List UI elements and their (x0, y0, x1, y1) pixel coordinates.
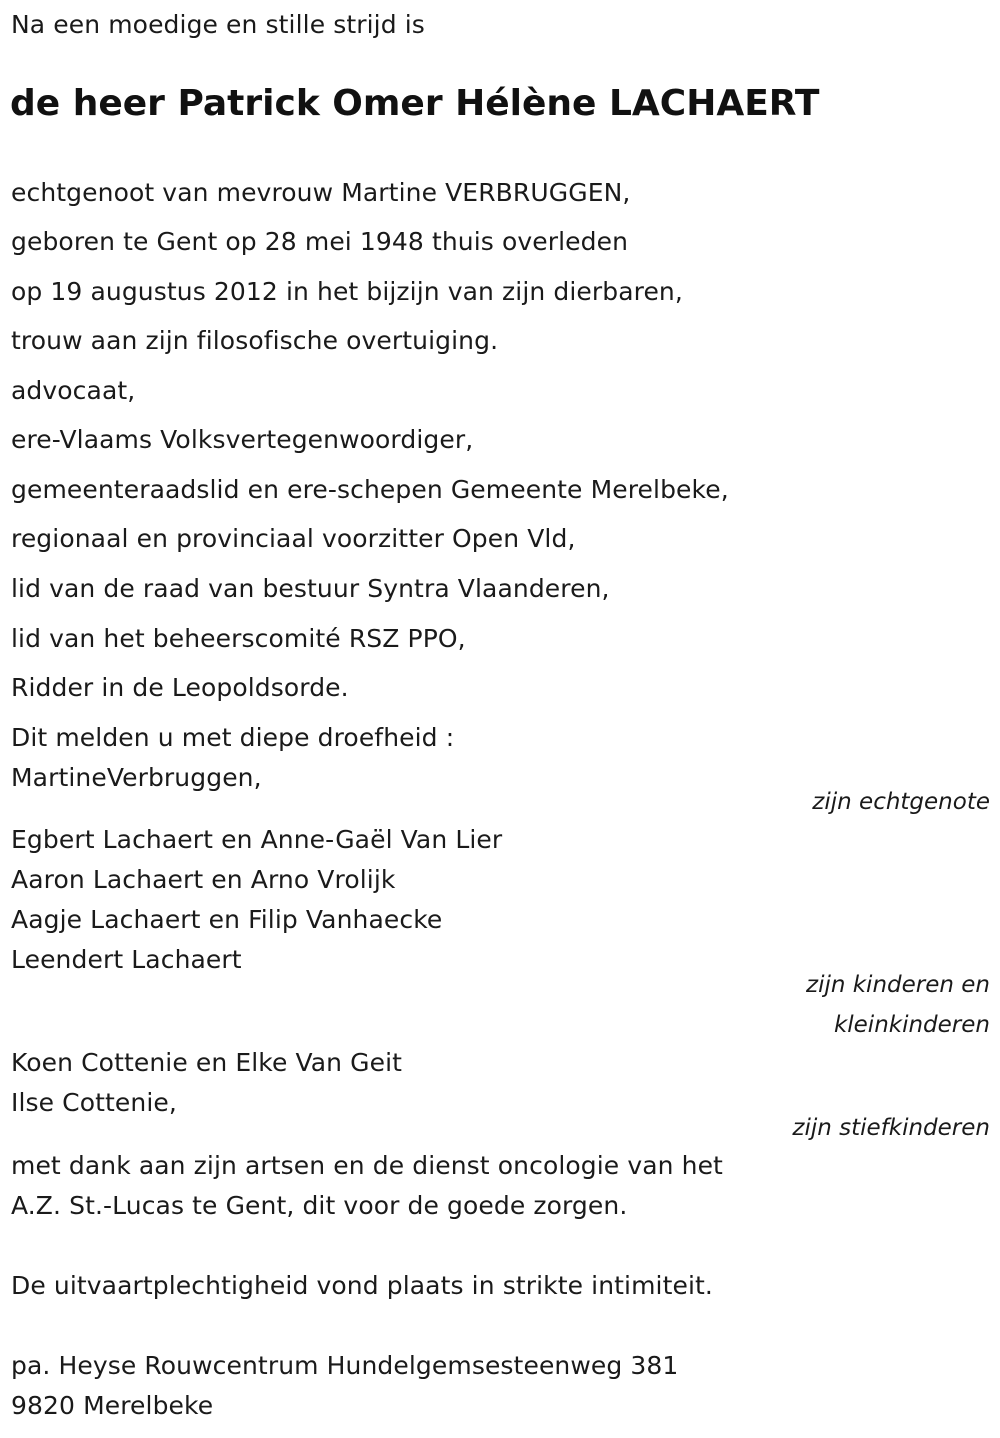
bio-line: advocaat, (11, 376, 136, 405)
stepchild-line: Koen Cottenie en Elke Van Geit (11, 1048, 403, 1077)
child-line: Leendert Lachaert (11, 945, 242, 974)
bio-line: Dit melden u met diepe droefheid : (11, 723, 455, 752)
child-line: Egbert Lachaert en Anne-Gaël Van Lier (11, 825, 503, 854)
bio-line: op 19 augustus 2012 in het bijzijn van zijn dierbaren, (11, 277, 683, 306)
bio-line: Ridder in de Leopoldsorde. (11, 673, 349, 702)
spouse-name: MartineVerbruggen, (11, 763, 262, 792)
children-role: zijn kinderen en (806, 972, 990, 998)
bio-line: geboren te Gent op 28 mei 1948 thuis overleden (11, 227, 629, 256)
spouse-role: zijn echtgenote (812, 789, 990, 815)
child-line: Aagje Lachaert en Filip Vanhaecke (11, 905, 443, 934)
bio-line: regionaal en provinciaal voorzitter Open Vld, (11, 524, 576, 553)
address-line: pa. Heyse Rouwcentrum Hundelgemsesteenweg 381 (11, 1351, 679, 1380)
children-role: kleinkinderen (833, 1012, 990, 1038)
deceased-name: de heer Patrick Omer Hélène LACHAERT (10, 83, 820, 124)
child-line: Aaron Lachaert en Arno Vrolijk (11, 865, 396, 894)
bio-line: lid van het beheerscomité RSZ PPO, (11, 624, 466, 653)
stepchild-line: Ilse Cottenie, (11, 1088, 177, 1117)
bio-line: lid van de raad van bestuur Syntra Vlaanderen, (11, 574, 610, 603)
bio-line: gemeenteraadslid en ere-schepen Gemeente Merelbeke, (11, 475, 729, 504)
bio-line: ere-Vlaams Volksvertegenwoordiger, (11, 425, 474, 454)
thanks-line: met dank aan zijn artsen en de dienst oncologie van het (11, 1151, 723, 1180)
intro-text: Na een moedige en stille strijd is (11, 10, 425, 39)
stepchildren-role: zijn stiefkinderen (792, 1115, 990, 1141)
bio-line: trouw aan zijn filosofische overtuiging. (11, 326, 499, 355)
address-line: 9820 Merelbeke (11, 1391, 214, 1420)
bio-line: echtgenoot van mevrouw Martine VERBRUGGEN, (11, 178, 631, 207)
funeral-note: De uitvaartplechtigheid vond plaats in strikte intimiteit. (11, 1271, 713, 1300)
thanks-line: A.Z. St.-Lucas te Gent, dit voor de goede zorgen. (11, 1191, 628, 1220)
